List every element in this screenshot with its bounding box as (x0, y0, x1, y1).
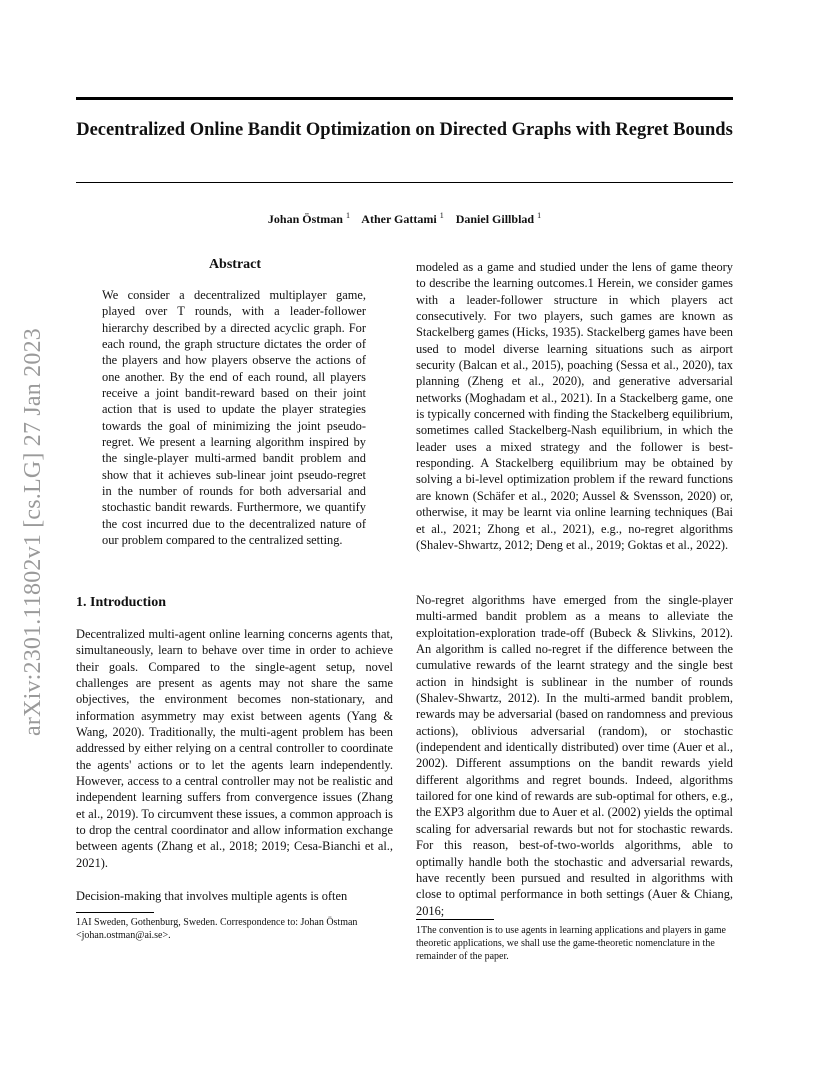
top-rule (76, 97, 733, 100)
footnote: 1The convention is to use agents in learning applications and players in game theoretic applications, we shall use the game-theoretic nomenclature in the remainder of the paper. (416, 925, 726, 962)
title-bottom-rule (76, 182, 733, 183)
right-column-paragraph: No-regret algorithms have emerged from the single-player multi-armed bandit problem as a means to alleviate the exploitation-exploration trade-off (Bubeck & Slivkins, 2012). An algorithm is called no-regret if the difference between the cumulative rewards of the learnt strategy and the single best action in hindsight is sublinear in the number of rounds (Shalev-Shwartz, 2012). In the multi-armed bandit problem, rewards may be adversarial (based on randomness and previous actions), oblivious adversarial (random), or stochastic (independent and identically distributed) over time (Auer et al., 2002). Different assumptions on the bandit rewards yield different algorithms and regret bounds. Indeed, algorithms tailored for one kind of rewards are sub-optimal for others, e.g., the EXP3 algorithm due to Auer et al. (2002) yields the optimal scaling for adversarial rewards but not for stochastic rewards. For this reason, best-of-two-worlds algorithms, able to optimally handle both the stochastic and adversarial rewards, have recently been pursued and resulted in algorithms with close to optimal performance in both settings (Auer & Chiang, 2016; (416, 593, 733, 918)
author-name: Ather Gattami (361, 212, 437, 226)
abstract-text: We consider a decentralized multiplayer game, played over T rounds, with a leader-follower hierarchy described by a directed acyclic graph. For each round, the graph structure dictates the order of the players and how players observe the actions of one another. By the end of each round, all players receive a joint bandit-reward based on their joint action that is used to update the player strategies towards the goal of minimizing the joint pseudo-regret. We present a learning algorithm inspired by the single-player multi-armed bandit problem and show that it achieves sub-linear joint pseudo-regret in the number of rounds for both adversarial and stochastic bandit rewards. Furthermore, we quantify the cost incurred due to the decentralized nature of our problem compared to the centralized setting. (102, 288, 366, 548)
author-list (76, 212, 733, 227)
author-name: Johan Östman (267, 212, 343, 226)
affiliation-mark: 1 (439, 211, 444, 220)
section-heading: 1. Introduction (76, 595, 166, 610)
intro-paragraph: Decentralized multi-agent online learning concerns agents that, simultaneously, learn to behave over time in order to achieve their goals. Compared to the single-agent setup, novel challenges are present as agents may not share the same objectives, the environment becomes non-stationary, and information asymmetry may exist between agents (Yang & Wang, 2020). Traditionally, the multi-agent problem has been addressed by either relying on a central controller to coordinate the agents' actions or to let the agents learn independently. However, access to a central controller may not be realistic and independent learning suffers from convergence issues (Zhang et al., 2019). To circumvent these issues, a common approach is to drop the central coordinator and allow information exchange between agents (Zhang et al., 2018; 2019; Cesa-Bianchi et al., 2021). (76, 627, 393, 870)
abstract-heading: Abstract (208, 257, 262, 272)
paper-title: Decentralized Online Bandit Optimization on Directed Graphs with Regret Bounds (76, 120, 733, 140)
footnote-rule (76, 912, 154, 913)
affiliation-mark: 1 (345, 211, 350, 220)
affiliation-footnote: 1AI Sweden, Gothenburg, Sweden. Correspondence to: Johan Östman <johan.ostman@ai.se>. (76, 917, 358, 941)
arxiv-identifier[interactable]: arXiv:2301.11802v1 [cs.LG] 27 Jan 2023 (20, 328, 46, 736)
author-name: Daniel Gillblad (455, 212, 535, 226)
right-column-paragraph: modeled as a game and studied under the lens of game theory to describe the learning outcomes.1 Herein, we consider games with a leader-follower structure in which players act consecutively. For two players, such games are known as Stackelberg games (Hicks, 1935). Stackelberg games have been used to model diverse learning situations such as airport security (Balcan et al., 2015), poaching (Sessa et al., 2020), tax planning (Zheng et al., 2020), and generative adversarial networks (Moghadam et al., 2021). In a Stackelberg game, one is typically concerned with finding the Stackelberg equilibrium, sometimes called Stackelberg-Nash equilibrium, in which the leader uses a mixed strategy and the follower is best-responding. A Stackelberg equilibrium may be obtained by solving a bi-level optimization problem if the reward functions are known (Schäfer et al., 2020; Aussel & Svensson, 2020) or, otherwise, it may be learnt via online learning techniques (Bai et al., 2021; Zhong et al., 2021), e.g., no-regret algorithms (Shalev-Shwartz, 2012; Deng et al., 2019; Goktas et al., 2022). (416, 260, 733, 552)
intro-paragraph: Decision-making that involves multiple agents is often (76, 889, 348, 903)
affiliation-mark: 1 (537, 211, 542, 220)
footnote-rule (416, 919, 494, 920)
